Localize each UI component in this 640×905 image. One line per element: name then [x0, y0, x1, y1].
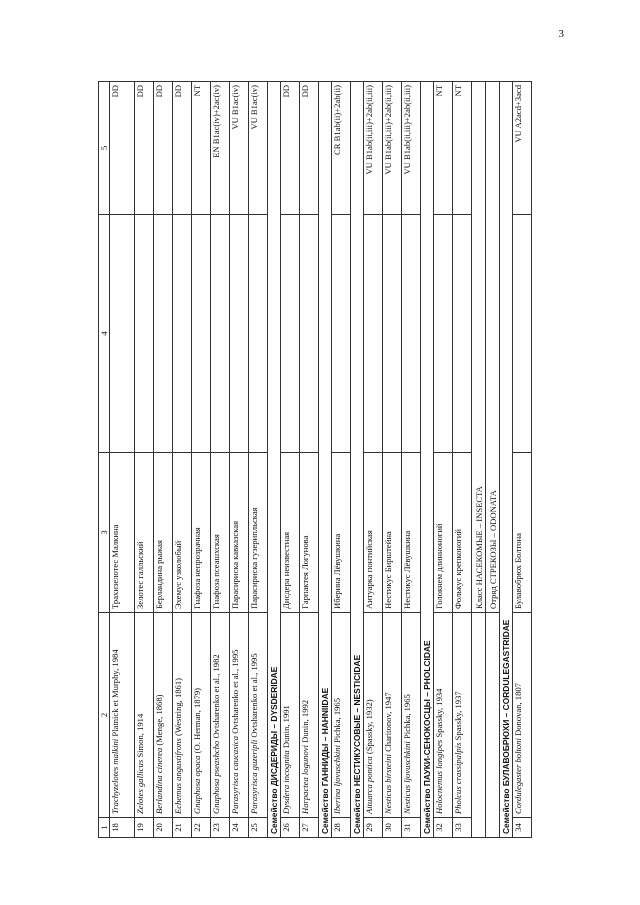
column-4-value [110, 215, 135, 453]
author: (Westring, 1861) [173, 677, 183, 739]
column-4-value [513, 215, 532, 453]
column-4-value [332, 215, 351, 453]
author: Pichka, 1965 [402, 694, 412, 742]
species-row [332, 82, 351, 838]
latin-name: Trachyzelotes malkini [110, 738, 120, 814]
russian-name: Фолькус крепконогий [453, 453, 472, 613]
author: (Menge, 1868) [154, 694, 164, 748]
family-header-row [351, 82, 364, 838]
latin-name: Pholcus crassipalpis [453, 742, 463, 814]
latin-name: Nesticus ljovuschkini [402, 741, 412, 814]
status-category: EN B1ac(iv)+2ac(iv) [211, 82, 230, 215]
family-heading: Семейство НЕСТИКУСОВЫЕ – NESTICIDAE [351, 82, 364, 838]
author: Simon, 1914 [135, 713, 145, 760]
status-category: NT [192, 82, 211, 215]
column-4-value [434, 215, 453, 453]
author: Ovtsharenko et al., 1995 [249, 653, 259, 740]
author: Spassky, 1937 [453, 691, 463, 743]
russian-name: Булавобрюх Болтона [513, 453, 532, 613]
species-row [249, 82, 268, 838]
russian-name: Нестикус Лёвушкина [402, 453, 421, 613]
russian-name: Нестикус Бирштейна [383, 453, 402, 613]
column-4-value [173, 215, 192, 453]
taxon-heading: Отряд СТРЕКОЗЫ – ODONATA [486, 82, 500, 613]
russian-name: Эхемус узколобый [173, 453, 192, 613]
latin-name-cell [513, 613, 532, 818]
latin-name: Holocnemus longipes [434, 739, 444, 814]
row-number: 20 [154, 818, 173, 838]
row-number: 25 [249, 818, 268, 838]
species-row [402, 82, 421, 838]
latin-name-cell [332, 613, 351, 818]
latin-name-cell [453, 613, 472, 818]
latin-name-cell [211, 613, 230, 818]
latin-name: Harpactea logunovi [300, 745, 310, 814]
latin-name-cell [383, 613, 402, 818]
russian-name: Гнафоза псеашхская [211, 453, 230, 613]
red-list-table [98, 81, 532, 838]
taxon-heading: Класс НАСЕКОМЫЕ – INSECTA [472, 82, 486, 613]
status-category: DD [110, 82, 135, 215]
latin-name: Berlandina cinerea [154, 747, 164, 814]
column-4-value [453, 215, 472, 453]
latin-name: Aituarca pontica [364, 756, 374, 814]
row-number: 33 [453, 818, 472, 838]
author: Donovan, 1807 [513, 683, 523, 739]
row-number: 21 [173, 818, 192, 838]
row-number: 22 [192, 818, 211, 838]
species-row [513, 82, 532, 838]
family-header-row [421, 82, 434, 838]
author: (Spassky, 1932) [364, 699, 374, 757]
family-heading: Семейство ДИСДЕРИДЫ – DYSDERIDAE [268, 82, 281, 838]
russian-name: Гнафоза непрозрачная [192, 453, 211, 613]
status-category: DD [300, 82, 319, 215]
family-heading: Семейство БУЛАВОБРЮХИ – CORDULEGASTRIDAE [500, 82, 513, 838]
column-4-value [364, 215, 383, 453]
column-4-value [230, 215, 249, 453]
author: Pichka, 1965 [332, 697, 342, 746]
family-header-row [268, 82, 281, 838]
row-number: 27 [300, 818, 319, 838]
column-4-value [249, 215, 268, 453]
row-number: 30 [383, 818, 402, 838]
species-row [173, 82, 192, 838]
russian-name: Зелотес галльский [135, 453, 154, 613]
rotated-table-wrapper [98, 82, 546, 838]
russian-name: Аитуарка понтийская [364, 453, 383, 613]
row-number: 28 [332, 818, 351, 838]
column-header-4: 4 [99, 215, 110, 453]
latin-name: Cordulegaster boltoni [513, 738, 523, 814]
status-category: DD [281, 82, 300, 215]
latin-name-cell [154, 613, 173, 818]
latin-name: Nesticus birsteini [383, 754, 393, 814]
author: Platnick et Murphy, 1984 [110, 649, 120, 739]
family-heading: Семейство ПАУКИ-СЕНОКОСЦЫ – PHOLCIDAE [421, 82, 434, 838]
row-number: 34 [513, 818, 532, 838]
latin-name-cell [173, 613, 192, 818]
author: Ovtsharenko et al., 1982 [211, 654, 221, 741]
column-4-value [383, 215, 402, 453]
latin-name-cell [281, 613, 300, 818]
column-4-value [402, 215, 421, 453]
row-number: 23 [211, 818, 230, 838]
latin-name-cell [364, 613, 383, 818]
author: (O. Herman, 1879) [192, 687, 202, 756]
row-number: 31 [402, 818, 421, 838]
latin-name: Zelotes gallicus [135, 759, 145, 814]
status-category: VU A2acd+3acd [513, 82, 532, 215]
column-4-value [281, 215, 300, 453]
status-category: CR B1ab(ii)+2ab(ii) [332, 82, 351, 215]
row-number: 24 [230, 818, 249, 838]
species-row [230, 82, 249, 838]
taxon-header-row [486, 82, 500, 838]
status-category: VU B1ab(ii,iii)+2ab(ii,iii) [364, 82, 383, 215]
author: Dunin, 1992 [300, 699, 310, 746]
status-category: VU B1ab(ii,iii)+2ab(ii,iii) [402, 82, 421, 215]
russian-name: Гарпактея Логунова [300, 453, 319, 613]
column-header-1: 1 [99, 818, 110, 838]
column-4-value [211, 215, 230, 453]
latin-name-cell [192, 613, 211, 818]
latin-name-cell [300, 613, 319, 818]
russian-name: Дисдера неизвестная [281, 453, 300, 613]
column-number-row [99, 82, 110, 838]
russian-name: Голокнем длинноногий [434, 453, 453, 613]
column-header-5: 5 [99, 82, 110, 215]
species-row [383, 82, 402, 838]
row-number: 32 [434, 818, 453, 838]
author: Spassky, 1934 [434, 688, 444, 740]
page-number: 3 [558, 28, 564, 40]
status-category: NT [434, 82, 453, 215]
column-header-2: 2 [99, 613, 110, 818]
latin-name: Echemus angustifrons [173, 738, 183, 814]
column-4-value [135, 215, 154, 453]
russian-name: Парасириска гузерипльская [249, 453, 268, 613]
family-header-row [500, 82, 513, 838]
column-4-value [154, 215, 173, 453]
family-header-row [319, 82, 332, 838]
latin-name-cell [402, 613, 421, 818]
latin-name: Parasyrisca caucasica [230, 735, 240, 814]
status-category: DD [154, 82, 173, 215]
taxon-header-row [472, 82, 486, 838]
empty-cell [486, 613, 500, 838]
species-row [154, 82, 173, 838]
author: Charitonov, 1947 [383, 692, 393, 755]
species-row [192, 82, 211, 838]
status-category: DD [173, 82, 192, 215]
latin-name-cell [110, 613, 135, 818]
row-number: 19 [135, 818, 154, 838]
status-category: NT [453, 82, 472, 215]
latin-name-cell [434, 613, 453, 818]
species-row [364, 82, 383, 838]
status-category: DD [135, 82, 154, 215]
author: Dunin, 1991 [281, 705, 291, 751]
species-row [434, 82, 453, 838]
russian-name: Парасириска кавказская [230, 453, 249, 613]
column-4-value [300, 215, 319, 453]
latin-name: Gnaphosa pseashcho [211, 740, 221, 814]
russian-name: Берландина рыжая [154, 453, 173, 613]
species-row [211, 82, 230, 838]
latin-name-cell [230, 613, 249, 818]
row-number: 29 [364, 818, 383, 838]
row-number: 18 [110, 818, 135, 838]
column-4-value [192, 215, 211, 453]
latin-name: Dysdera incognita [281, 750, 291, 814]
latin-name-cell [135, 613, 154, 818]
table-body [99, 82, 532, 838]
species-row [110, 82, 135, 838]
empty-cell [472, 613, 486, 838]
species-row [453, 82, 472, 838]
latin-name: Gnaphosa opaca [192, 755, 202, 814]
species-row [300, 82, 319, 838]
latin-name-cell [249, 613, 268, 818]
family-heading: Семейство ГАННИДЫ – HAHNIIDAE [319, 82, 332, 838]
status-category: VU B1ac(iv) [249, 82, 268, 215]
russian-name: Иберина Лёвушкина [332, 453, 351, 613]
status-category: VU B1ac(iv) [230, 82, 249, 215]
column-header-3: 3 [99, 453, 110, 613]
species-row [281, 82, 300, 838]
russian-name: Трахизелотес Малкина [110, 453, 135, 613]
species-row [135, 82, 154, 838]
author: Ovtsharenko et al., 1995 [230, 649, 240, 736]
status-category: VU B1ab(ii,iii)+2ab(ii,iii) [383, 82, 402, 215]
latin-name: Iberina ljovuschkini [332, 745, 342, 814]
latin-name: Parasyrisca guzeripli [249, 739, 259, 814]
row-number: 26 [281, 818, 300, 838]
